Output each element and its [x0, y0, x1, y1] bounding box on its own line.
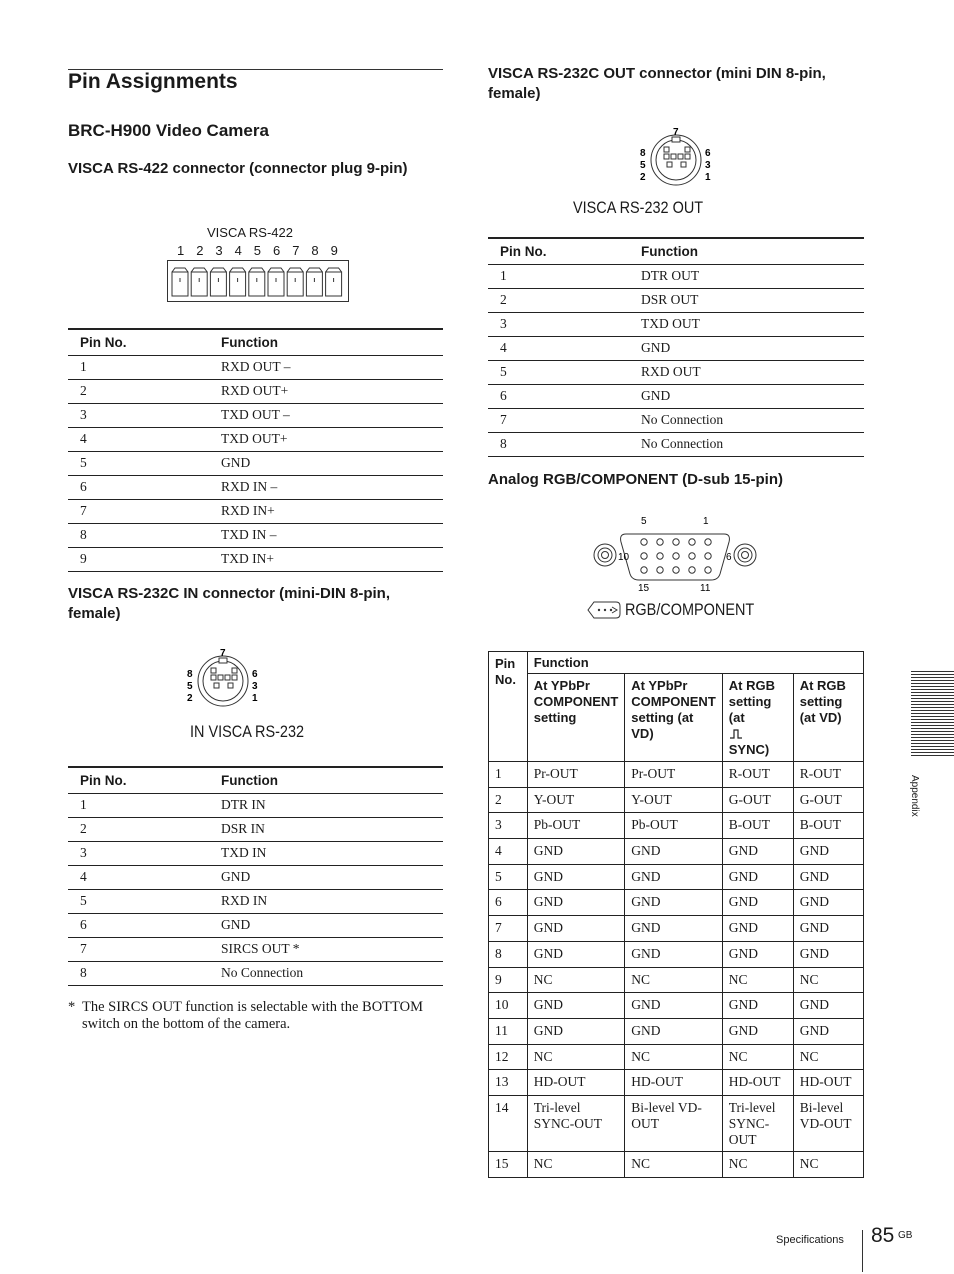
- function-cell: GND: [722, 916, 793, 942]
- function-cell: DTR IN: [209, 793, 443, 817]
- pin-cell: 8: [489, 941, 528, 967]
- table-row: [68, 355, 443, 379]
- table-row: [489, 1095, 864, 1151]
- table-row: [489, 1044, 864, 1070]
- col-rgb-sync-header-suffix: SYNC): [728, 742, 770, 757]
- thumb-tab-line: [911, 740, 954, 741]
- function-cell: TXD OUT –: [209, 403, 443, 427]
- thumb-tab-line: [911, 728, 954, 729]
- col-pin-header: Pin No.: [68, 329, 209, 355]
- mini-din-pin-label: 2: [187, 693, 193, 704]
- rs422-terminal: [287, 268, 303, 296]
- function-cell: GND: [625, 993, 723, 1019]
- col-rgb-sync-header-text: At RGB setting (at: [728, 678, 775, 725]
- thumb-tab-line: [911, 737, 954, 738]
- mini-din-pin-label: 3: [705, 160, 711, 171]
- rs422-pin-number: 9: [330, 243, 338, 258]
- function-cell: SIRCS OUT *: [209, 937, 443, 961]
- pin-cell: 14: [489, 1095, 528, 1151]
- table-row: [68, 451, 443, 475]
- function-cell: GND: [527, 1018, 625, 1044]
- function-cell: Tri-level SYNC-OUT: [527, 1095, 625, 1151]
- monitor-out-icon: [586, 600, 622, 620]
- table-row: [489, 1018, 864, 1044]
- pin-cell: 4: [489, 839, 528, 865]
- function-cell: GND: [209, 451, 443, 475]
- rs422-terminal: [326, 268, 342, 296]
- function-cell: G-OUT: [793, 787, 863, 813]
- mini-din-pin-label: 7: [220, 648, 226, 659]
- table-row: [489, 762, 864, 788]
- function-cell: HD-OUT: [625, 1070, 723, 1096]
- pin-cell: 1: [68, 793, 209, 817]
- thumb-tab-line: [911, 734, 954, 735]
- function-cell: GND: [527, 941, 625, 967]
- col-ypbpr-vd-header: At YPbPr COMPONENT setting (at VD): [625, 674, 723, 762]
- table-row: [68, 961, 443, 985]
- table-row: [489, 787, 864, 813]
- pin-cell: 8: [68, 523, 209, 547]
- pin-cell: 5: [488, 360, 629, 384]
- function-cell: Y-OUT: [625, 787, 723, 813]
- mini-din-pin-label: 3: [252, 681, 258, 692]
- page-suffix: GB: [898, 1230, 913, 1241]
- footnote-text: The SIRCS OUT function is selectable with the BOTTOM switch on the bottom of the camera.: [82, 999, 423, 1032]
- rs422-pin-number: 4: [234, 243, 242, 258]
- pin-cell: 5: [489, 864, 528, 890]
- col-ypbpr-header: At YPbPr COMPONENT setting: [527, 674, 625, 762]
- thumb-tab-line: [911, 746, 954, 747]
- rgb-diagram-label: RGB/COMPONENT: [625, 600, 755, 619]
- pin-cell: 4: [68, 865, 209, 889]
- function-cell: GND: [793, 890, 863, 916]
- thumb-tab-line: [911, 686, 954, 687]
- mini-din-pin-label: 6: [252, 669, 258, 680]
- pin-cell: 1: [489, 762, 528, 788]
- function-cell: DSR IN: [209, 817, 443, 841]
- pin-cell: 2: [68, 817, 209, 841]
- function-cell: NC: [527, 967, 625, 993]
- thumb-tab-line: [911, 713, 954, 714]
- function-cell: GND: [625, 864, 723, 890]
- pin-cell: 7: [489, 916, 528, 942]
- dsub-pin-hole: [641, 553, 647, 559]
- rs232-out-heading: VISCA RS-232C OUT connector (mini DIN 8-pin, female): [488, 65, 826, 102]
- dsub-pin-hole: [657, 567, 663, 573]
- function-cell: GND: [722, 890, 793, 916]
- table-row: [68, 865, 443, 889]
- function-cell: HD-OUT: [527, 1070, 625, 1096]
- function-cell: TXD IN+: [209, 547, 443, 571]
- col-function-header: Function: [527, 652, 863, 674]
- dsub15-connector-diagram: [590, 512, 766, 596]
- section-title: BRC-H900 Video Camera: [68, 121, 269, 140]
- rs232-out-table: [488, 237, 864, 457]
- function-cell: No Connection: [629, 432, 864, 456]
- dsub-pin-hole: [705, 553, 711, 559]
- table-row: [488, 264, 864, 288]
- thumb-tab-line: [911, 689, 954, 690]
- function-cell: R-OUT: [793, 762, 863, 788]
- function-cell: No Connection: [629, 408, 864, 432]
- rs422-heading: VISCA RS-422 connector (connector plug 9-pin): [68, 160, 408, 177]
- col-pin-header: Pin No.: [488, 238, 629, 264]
- mini-din-pin-label: 8: [640, 148, 646, 159]
- function-cell: RXD OUT –: [209, 355, 443, 379]
- table-row: [489, 916, 864, 942]
- appendix-thumb-tab: [911, 671, 954, 759]
- rs232-in-connector-diagram: [180, 646, 266, 708]
- table-row: [68, 403, 443, 427]
- thumb-tab-line: [911, 683, 954, 684]
- pin-cell: 8: [488, 432, 629, 456]
- thumb-tab-line: [911, 677, 954, 678]
- pin-cell: 6: [68, 475, 209, 499]
- function-cell: G-OUT: [722, 787, 793, 813]
- pin-cell: 3: [68, 841, 209, 865]
- pin-cell: 3: [489, 813, 528, 839]
- function-cell: RXD IN: [209, 889, 443, 913]
- dsub-pin-6: 6: [726, 552, 732, 563]
- function-cell: GND: [793, 941, 863, 967]
- pin-cell: 8: [68, 961, 209, 985]
- col-rgb-sync-header: [722, 674, 793, 762]
- function-cell: GND: [625, 941, 723, 967]
- table-row: [488, 432, 864, 456]
- table-row: [68, 913, 443, 937]
- function-cell: DSR OUT: [629, 288, 864, 312]
- function-cell: No Connection: [209, 961, 443, 985]
- thumb-tab-line: [911, 743, 954, 744]
- rgb-table: [488, 651, 864, 1178]
- rs232-in-heading: VISCA RS-232C IN connector (mini-DIN 8-pin, female): [68, 585, 390, 622]
- table-row: [489, 813, 864, 839]
- table-row: [68, 523, 443, 547]
- table-row: [488, 384, 864, 408]
- dsub-pin-hole: [673, 539, 679, 545]
- mini-din-pin-label: 5: [640, 160, 646, 171]
- pin-cell: 11: [489, 1018, 528, 1044]
- thumb-tab-line: [911, 695, 954, 696]
- rs422-pin-number: 6: [273, 243, 281, 258]
- function-cell: Pr-OUT: [625, 762, 723, 788]
- function-cell: GND: [209, 865, 443, 889]
- function-cell: Bi-level VD-OUT: [625, 1095, 723, 1151]
- mini-din-pin-label: 1: [252, 693, 258, 704]
- function-cell: DTR OUT: [629, 264, 864, 288]
- dsub-pin-15: 15: [638, 583, 650, 594]
- pin-cell: 2: [68, 379, 209, 403]
- thumb-tab-line: [911, 680, 954, 681]
- function-cell: Y-OUT: [527, 787, 625, 813]
- dsub-pin-hole: [689, 553, 695, 559]
- table-row: [68, 379, 443, 403]
- pin-cell: 15: [489, 1151, 528, 1177]
- function-cell: Pr-OUT: [527, 762, 625, 788]
- function-cell: GND: [527, 916, 625, 942]
- function-cell: GND: [625, 916, 723, 942]
- dsub-pin-10: 10: [618, 552, 630, 563]
- function-cell: NC: [793, 1151, 863, 1177]
- col-pin-header: Pin No.: [489, 652, 528, 762]
- col-function-header: Function: [209, 329, 443, 355]
- function-cell: NC: [625, 967, 723, 993]
- rs422-terminal: [249, 268, 265, 296]
- function-cell: GND: [527, 993, 625, 1019]
- function-cell: TXD OUT+: [209, 427, 443, 451]
- table-row: [68, 793, 443, 817]
- table-row: [68, 427, 443, 451]
- function-cell: GND: [527, 839, 625, 865]
- footer-section: Specifications: [776, 1234, 844, 1246]
- pin-cell: 9: [489, 967, 528, 993]
- function-cell: TXD OUT: [629, 312, 864, 336]
- function-cell: TXD IN –: [209, 523, 443, 547]
- col-pin-header: Pin No.: [68, 767, 209, 793]
- pin-cell: 6: [488, 384, 629, 408]
- dsub-pin-hole: [705, 539, 711, 545]
- table-row: [489, 1151, 864, 1177]
- rs232-out-diagram-label: VISCA RS-232 OUT: [573, 198, 704, 217]
- thumb-tab-line: [911, 701, 954, 702]
- footer-rule: [862, 1230, 863, 1272]
- rs422-terminal: [268, 268, 284, 296]
- function-cell: GND: [793, 1018, 863, 1044]
- dsub-pin-hole: [657, 539, 663, 545]
- function-cell: GND: [793, 916, 863, 942]
- table-row: [68, 817, 443, 841]
- function-cell: RXD IN+: [209, 499, 443, 523]
- function-cell: HD-OUT: [793, 1070, 863, 1096]
- col-rgb-vd-header: At RGB setting (at VD): [793, 674, 863, 762]
- rs422-pin-number: 1: [177, 243, 185, 258]
- mini-din-pin-label: 1: [705, 172, 711, 183]
- pin-cell: 5: [68, 451, 209, 475]
- thumb-tab-line: [911, 722, 954, 723]
- pin-cell: 3: [488, 312, 629, 336]
- table-row: [489, 1070, 864, 1096]
- rs232-in-table: [68, 766, 443, 986]
- dsub-pin-hole: [657, 553, 663, 559]
- rs422-pin-number: 8: [311, 243, 319, 258]
- table-row: [68, 937, 443, 961]
- function-cell: NC: [722, 1151, 793, 1177]
- dsub-pin-hole: [673, 567, 679, 573]
- function-cell: NC: [527, 1151, 625, 1177]
- rs422-pin-number: 5: [253, 243, 262, 258]
- function-cell: NC: [793, 967, 863, 993]
- rs422-pin-numbers: [170, 243, 348, 259]
- thumb-tab-line: [911, 725, 954, 726]
- pin-cell: 7: [68, 499, 209, 523]
- pin-cell: 5: [68, 889, 209, 913]
- function-cell: GND: [793, 864, 863, 890]
- function-cell: NC: [722, 967, 793, 993]
- pin-cell: 6: [68, 913, 209, 937]
- function-cell: RXD OUT+: [209, 379, 443, 403]
- table-row: [489, 941, 864, 967]
- function-cell: GND: [793, 839, 863, 865]
- table-row: [488, 360, 864, 384]
- page-title: Pin Assignments: [68, 70, 238, 93]
- dsub-pin-11: 11: [700, 583, 711, 594]
- pin-cell: 10: [489, 993, 528, 1019]
- rs422-terminal: [210, 268, 226, 296]
- dsub-pin-hole: [641, 539, 647, 545]
- table-row: [68, 475, 443, 499]
- sync-pulse-icon: [729, 728, 743, 740]
- mini-din-pin-label: 5: [187, 681, 193, 692]
- thumb-tab-line: [911, 671, 954, 672]
- pin-cell: 1: [68, 355, 209, 379]
- thumb-tab-line: [911, 704, 954, 705]
- function-cell: GND: [629, 336, 864, 360]
- pin-cell: 7: [68, 937, 209, 961]
- thumb-tab-line: [911, 749, 954, 750]
- function-cell: NC: [625, 1151, 723, 1177]
- rgb-heading: Analog RGB/COMPONENT (D-sub 15-pin): [488, 471, 783, 488]
- function-cell: GND: [527, 864, 625, 890]
- function-cell: RXD OUT: [629, 360, 864, 384]
- thumb-tab-line: [911, 707, 954, 708]
- function-cell: Pb-OUT: [527, 813, 625, 839]
- rs232-in-diagram-label: IN VISCA RS-232: [190, 722, 305, 741]
- function-cell: GND: [722, 864, 793, 890]
- rs422-pin-number: 2: [196, 243, 204, 258]
- function-cell: NC: [722, 1044, 793, 1070]
- pin-cell: 4: [488, 336, 629, 360]
- table-row: [68, 499, 443, 523]
- rs422-pin-number: 3: [215, 243, 223, 258]
- table-row: [488, 288, 864, 312]
- function-cell: Pb-OUT: [625, 813, 723, 839]
- rs422-table: [68, 328, 443, 572]
- table-row: [489, 993, 864, 1019]
- rs422-terminal: [191, 268, 207, 296]
- table-row: [68, 841, 443, 865]
- thumb-tab-line: [911, 719, 954, 720]
- thumb-tab-line: [911, 752, 954, 753]
- rs422-terminal: [230, 268, 246, 296]
- rs422-pin-number: 7: [292, 243, 300, 258]
- rs232-out-connector-diagram: [633, 125, 719, 187]
- table-row: [68, 889, 443, 913]
- col-function-header: Function: [209, 767, 443, 793]
- table-row: [68, 547, 443, 571]
- pin-cell: 2: [488, 288, 629, 312]
- thumb-tab-line: [911, 716, 954, 717]
- rs422-diagram-label: VISCA RS-422: [207, 225, 293, 240]
- table-row: [488, 336, 864, 360]
- function-cell: B-OUT: [722, 813, 793, 839]
- function-cell: GND: [209, 913, 443, 937]
- pin-cell: 9: [68, 547, 209, 571]
- table-row: [488, 312, 864, 336]
- pin-cell: 2: [489, 787, 528, 813]
- thumb-tab-line: [911, 698, 954, 699]
- function-cell: RXD IN –: [209, 475, 443, 499]
- function-cell: B-OUT: [793, 813, 863, 839]
- thumb-tab-line: [911, 755, 954, 756]
- function-cell: Tri-level SYNC-OUT: [722, 1095, 793, 1151]
- function-cell: Bi-level VD-OUT: [793, 1095, 863, 1151]
- page-number: 85: [871, 1224, 895, 1247]
- function-cell: R-OUT: [722, 762, 793, 788]
- function-cell: GND: [625, 839, 723, 865]
- dsub-pin-hole: [705, 567, 711, 573]
- dsub-pin-1: 1: [703, 516, 709, 527]
- thumb-tab-line: [911, 692, 954, 693]
- function-cell: HD-OUT: [722, 1070, 793, 1096]
- function-cell: GND: [722, 941, 793, 967]
- mini-din-pin-label: 8: [187, 669, 193, 680]
- thumb-tab-line: [911, 731, 954, 732]
- function-cell: GND: [527, 890, 625, 916]
- function-cell: GND: [793, 993, 863, 1019]
- function-cell: GND: [625, 890, 723, 916]
- function-cell: NC: [527, 1044, 625, 1070]
- thumb-tab-line: [911, 710, 954, 711]
- table-row: [489, 864, 864, 890]
- table-row: [489, 839, 864, 865]
- function-cell: GND: [629, 384, 864, 408]
- function-cell: GND: [722, 839, 793, 865]
- function-cell: GND: [722, 1018, 793, 1044]
- function-cell: TXD IN: [209, 841, 443, 865]
- pin-cell: 4: [68, 427, 209, 451]
- function-cell: GND: [722, 993, 793, 1019]
- function-cell: NC: [625, 1044, 723, 1070]
- pin-cell: 6: [489, 890, 528, 916]
- dsub-pin-hole: [689, 567, 695, 573]
- col-function-header: Function: [629, 238, 864, 264]
- footnote-mark: *: [68, 999, 76, 1015]
- mini-din-pin-label: 2: [640, 172, 646, 183]
- dsub-pin-hole: [689, 539, 695, 545]
- table-row: [488, 408, 864, 432]
- side-tab-label: Appendix: [909, 775, 920, 817]
- table-row: [489, 967, 864, 993]
- rs422-connector-diagram: [167, 260, 349, 302]
- thumb-tab-line: [911, 674, 954, 675]
- mini-din-pin-label: 6: [705, 148, 711, 159]
- function-cell: NC: [793, 1044, 863, 1070]
- pin-cell: 12: [489, 1044, 528, 1070]
- rs422-terminal: [172, 268, 188, 296]
- pin-cell: 13: [489, 1070, 528, 1096]
- function-cell: GND: [625, 1018, 723, 1044]
- dsub-pin-hole: [641, 567, 647, 573]
- table-row: [489, 890, 864, 916]
- rs422-terminal: [306, 268, 322, 296]
- pin-cell: 7: [488, 408, 629, 432]
- mini-din-pin-label: 7: [673, 127, 679, 138]
- pin-cell: 1: [488, 264, 629, 288]
- dsub-pin-hole: [673, 553, 679, 559]
- dsub-pin-5: 5: [641, 516, 647, 527]
- pin-cell: 3: [68, 403, 209, 427]
